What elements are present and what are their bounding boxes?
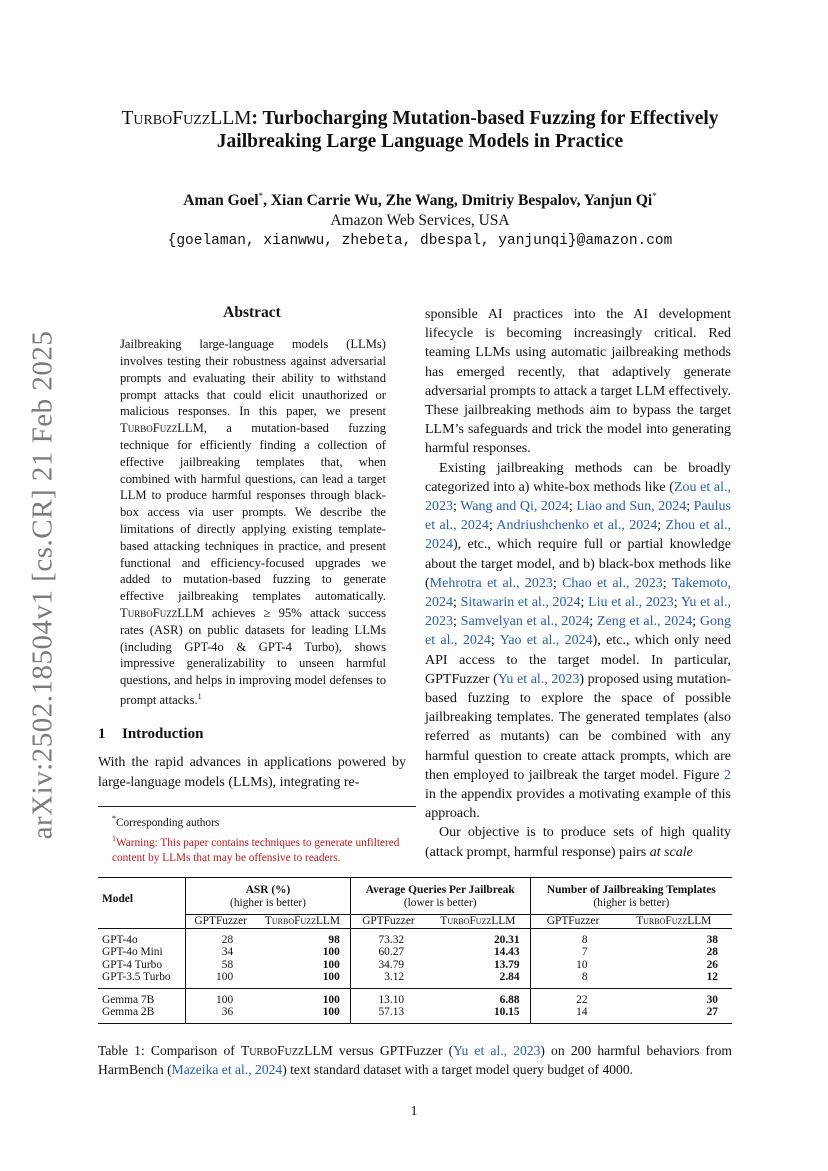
figure-link[interactable]: 2 <box>724 767 731 783</box>
value-cell: 8 <box>530 971 615 988</box>
group-asr-note: (higher is better) <box>186 897 351 915</box>
model-name-cell: Gemma 2B <box>98 1006 186 1023</box>
citation-link[interactable]: Zou et al., 2023 <box>425 479 731 515</box>
citation-link[interactable]: Zhou et al., 2024 <box>425 518 732 553</box>
value-cell: 22 <box>530 988 615 1006</box>
subheader-gptfuzzer: GPTFuzzer <box>350 915 426 929</box>
text-run: Table 1: Comparison of <box>98 1043 241 1058</box>
group-title: Average Queries Per Jailbreak <box>365 884 515 896</box>
value-cell: 8 <box>530 928 615 946</box>
subheader-turbofuzzllm: TurboFuzzLLM <box>426 915 530 929</box>
value-cell: 34.79 <box>350 959 426 972</box>
value-cell: 100 <box>322 958 340 971</box>
value-cell: 7 <box>530 946 615 959</box>
value-cell: 100 <box>322 971 340 983</box>
text-run: in the appendix provides a motivating example of this approach. <box>425 787 731 822</box>
table-row <box>98 928 732 946</box>
table-header-note-row <box>98 897 732 915</box>
value-cell: 6.88 <box>426 988 530 1006</box>
citation-link[interactable]: Wang and Qi, 2024 <box>460 499 569 515</box>
footnotes <box>98 806 416 866</box>
citation-link[interactable]: Yao et al., 2024 <box>499 633 593 649</box>
group-queries <box>350 878 530 897</box>
citation-link[interactable]: Mehrotra et al., 2023 <box>429 575 553 591</box>
author-first: Aman Goel <box>183 192 259 210</box>
citation-link[interactable]: Gong et al., 2024 <box>425 614 732 649</box>
value-cell: 100 <box>186 971 255 988</box>
value-cell: 28 <box>186 928 255 946</box>
text-run: ), etc., which require full or partial knowledge about the target model, and b) black-box methods like ( <box>425 537 731 591</box>
value-cell: 14.43 <box>493 946 520 958</box>
table-body <box>98 928 732 1023</box>
subheader-turbofuzzllm: TurboFuzzLLM <box>255 915 350 929</box>
citation-link[interactable]: Liu et al., 2023 <box>588 595 674 611</box>
value-cell: 3.12 <box>350 971 426 988</box>
value-cell: 10.15 <box>426 1006 530 1023</box>
value-cell: 14 <box>530 1006 615 1023</box>
footnote-text: Corresponding authors <box>116 816 220 829</box>
author-rest: , Xian Carrie Wu, Zhe Wang, Dmitriy Bespalov, Yanjun Qi <box>263 192 653 210</box>
abstract-text <box>98 336 406 709</box>
footnote-mark: 1 <box>112 833 116 843</box>
text-run: ) on 200 harmful behaviors from HarmBench ( <box>98 1043 732 1077</box>
value-cell: 12 <box>706 971 718 983</box>
abstract-system-name: TurboFuzzLLM <box>120 605 204 620</box>
model-name-cell: Gemma 7B <box>98 988 186 1006</box>
value-cell: 57.13 <box>350 1006 426 1023</box>
text-run: ; <box>692 614 700 630</box>
group-queries-note: (lower is better) <box>350 897 530 915</box>
value-cell: 73.32 <box>350 928 426 946</box>
group-title: Number of Jailbreaking Templates <box>546 884 716 896</box>
author-emails: {goelaman, xianwwu, zhebeta, dbespal, yanjunqi}@amazon.com <box>167 233 673 250</box>
value-cell: 30 <box>616 988 732 1006</box>
title-system-name: TurboFuzzLLM <box>121 108 252 129</box>
model-name-cell: GPT-3.5 Turbo <box>102 971 171 983</box>
table-caption <box>98 1041 732 1079</box>
text-run: ; <box>490 633 500 649</box>
model-name-cell: GPT-4o Mini <box>102 946 163 958</box>
arxiv-identifier: arXiv:2502.18504v1 [cs.CR] 21 Feb 2025 <box>26 330 59 840</box>
results-table <box>98 877 732 1024</box>
caption-system-name: TurboFuzzLLM <box>240 1043 333 1058</box>
value-cell: 100 <box>186 988 255 1006</box>
value-cell: 27 <box>616 1006 732 1023</box>
left-column <box>98 304 406 792</box>
right-column <box>425 305 731 862</box>
affiliation: Amazon Web Services, USA <box>330 212 510 230</box>
text-run: ; <box>568 499 577 515</box>
abstract-part-2: , a mutation-based fuzzing technique for efficiently finding a collection of effective jailbreaking templates that, when combined with harmful questions, can lead a target LLM to produce harmful responses through black-box access via user prompts. We describe the limitations of directly applying existing template-based attacking techniques in practice, and present functional and efficiency-focused upgrades we added to mutation-based fuzzing to generate effective jailbreaking templates automatically. <box>120 421 386 604</box>
citation-link[interactable]: Andriushchenko et al., 2024 <box>496 518 658 534</box>
citation-link[interactable]: Liao and Sun, 2024 <box>576 499 687 515</box>
citation-link[interactable]: Sitawarin et al., 2024 <box>460 595 581 611</box>
section-number: 1 <box>98 725 106 742</box>
text-run: ; <box>453 595 461 611</box>
text-run: ; <box>673 595 681 611</box>
subheader-gptfuzzer: GPTFuzzer <box>530 915 615 929</box>
group-title: ASR (%) <box>245 884 291 896</box>
value-cell: 100 <box>255 988 350 1006</box>
value-cell: 10 <box>530 959 615 972</box>
subheader-turbofuzzllm: TurboFuzzLLM <box>616 915 732 929</box>
table-row <box>98 959 732 972</box>
footnote-mark: * <box>112 814 116 823</box>
group-templates <box>530 878 732 897</box>
corresponding-mark: * <box>652 191 657 201</box>
text-run: ; <box>488 518 497 534</box>
value-cell: 34 <box>186 946 255 959</box>
value-cell: 36 <box>186 1006 255 1023</box>
value-cell: 60.27 <box>350 946 426 959</box>
corresponding-mark: * <box>258 191 264 201</box>
text-run: ) proposed using mutation-based fuzzing to explore the space of possible jailbreaking templates. The generated templates (also referred as mutants) can be combined with any harmful question to create attack prompts, which are then employed to jailbreak the target model. Figure <box>425 671 731 783</box>
abstract-system-name: TurboFuzzLLM <box>120 421 204 436</box>
abstract-part-1: Jailbreaking large-language models (LLMs) involves testing their robustness against adversarial prompts and evaluating their ability to withstand prompt attacks that could elicit unauthorized or malicious responses. In this paper, we present <box>120 337 386 419</box>
table-subheader-row <box>98 915 732 929</box>
subheader-blank <box>98 915 186 929</box>
value-cell: 13.10 <box>350 988 426 1006</box>
group-asr <box>186 878 351 897</box>
paper-title <box>90 107 750 153</box>
section-heading-introduction <box>98 725 406 743</box>
citation-link[interactable]: Zeng et al., 2024 <box>597 614 693 630</box>
text-run: ; <box>686 499 694 515</box>
table-header-group-row <box>98 878 732 897</box>
intro-paragraph-1: sponsible AI practices into the AI development lifecycle is becoming increasingly critical. Red teaming LLMs using automatic jailbreaking methods has emerged recently, that adaptively generate adversarial prompts to attack a target LLM effectively. These jailbreaking methods aim to bypass the target LLM’s safeguards and trick the model into generating harmful responses. <box>425 307 731 457</box>
citation-link[interactable]: Yu et al., 2023 <box>453 1043 541 1058</box>
group-templates-note: (higher is better) <box>530 897 732 915</box>
intro-paragraph-3 <box>425 823 731 861</box>
value-cell: 20.31 <box>493 933 520 946</box>
text-run: ), etc., which only need API access to the target model. In particular, GPTFuzzer ( <box>425 633 731 687</box>
title-line-2: Jailbreaking Large Language Models in Practice <box>216 131 624 152</box>
footnote-warning <box>98 831 416 866</box>
table-row <box>98 988 732 1006</box>
footnote-corresponding <box>98 811 416 831</box>
table-row <box>98 971 732 988</box>
citation-link[interactable]: Samvelyan et al., 2024 <box>460 614 590 630</box>
intro-paragraph-left: With the rapid advances in applications powered by large-language models (LLMs), integrating re- <box>98 755 406 790</box>
text-run: versus GPTFuzzer ( <box>332 1043 454 1058</box>
col-model: Model <box>98 878 186 915</box>
emphasis: at scale <box>649 844 693 860</box>
value-cell: 2.84 <box>499 971 520 983</box>
text-run: ; <box>552 575 563 591</box>
text-run: ; <box>453 614 461 630</box>
text-run: ) text standard dataset with a target model query budget of 4000. <box>282 1062 634 1077</box>
section-title: Introduction <box>122 725 204 742</box>
value-cell: 58 <box>186 959 255 972</box>
value-cell: 100 <box>255 1006 350 1023</box>
text-run: ; <box>453 499 461 515</box>
citation-link[interactable]: Chao et al., 2023 <box>562 575 663 591</box>
footnote-mark: 1 <box>197 691 202 701</box>
text-run: pairs <box>615 844 650 860</box>
model-name-cell: GPT-4 Turbo <box>102 958 163 971</box>
text-run: Existing jailbreaking methods can be broadly categorized into a) white-box methods like ( <box>425 460 731 495</box>
abstract-part-3: achieves ≥ 95% attack success rates (ASR) on public datasets for leading LLMs (including GPT-4o & GPT-4 Turbo), shows impressive generalizability to unseen harmful questions, and helps in improving model defenses to prompt attacks. <box>120 605 386 708</box>
text-run: ; <box>580 595 589 611</box>
citation-link[interactable]: Takemoto, 2024 <box>425 575 732 611</box>
value-cell: 28 <box>706 946 718 958</box>
citation-link[interactable]: Yu et al., 2023 <box>425 595 731 630</box>
citation-link[interactable]: Paulus et al., 2024 <box>425 499 731 534</box>
citation-link[interactable]: Mazeika et al., 2024 <box>171 1062 283 1077</box>
title-line-1: : Turbocharging Mutation-based Fuzzing for Effectively <box>251 108 719 129</box>
citation-link[interactable]: Yu et al., 2023 <box>497 671 580 687</box>
math-pair: (attack prompt, harmful response) <box>425 844 616 860</box>
value-cell: 98 <box>328 933 340 946</box>
abstract-heading: Abstract <box>223 304 281 321</box>
text-run: ; <box>657 518 666 534</box>
author-names <box>90 186 750 211</box>
model-name-cell: GPT-4o <box>102 933 138 946</box>
value-cell: 100 <box>322 946 340 958</box>
value-cell: 13.79 <box>493 958 520 971</box>
text-run: ; <box>589 614 597 630</box>
arxiv-sidebar <box>18 290 68 880</box>
text-run: ; <box>662 575 672 591</box>
table-row <box>98 946 732 959</box>
footnote-text: Warning: This paper contains techniques to generate unfiltered content by LLMs that may be offensive to readers. <box>112 836 400 864</box>
page-number: 1 <box>410 1104 418 1119</box>
value-cell: 38 <box>706 933 718 946</box>
intro-paragraph-2 <box>425 459 731 824</box>
author-block <box>90 186 750 251</box>
table-row <box>98 1006 732 1023</box>
text-run: Our objective is to produce sets of high quality <box>439 825 731 841</box>
subheader-gptfuzzer: GPTFuzzer <box>186 915 255 929</box>
value-cell: 26 <box>706 958 718 971</box>
